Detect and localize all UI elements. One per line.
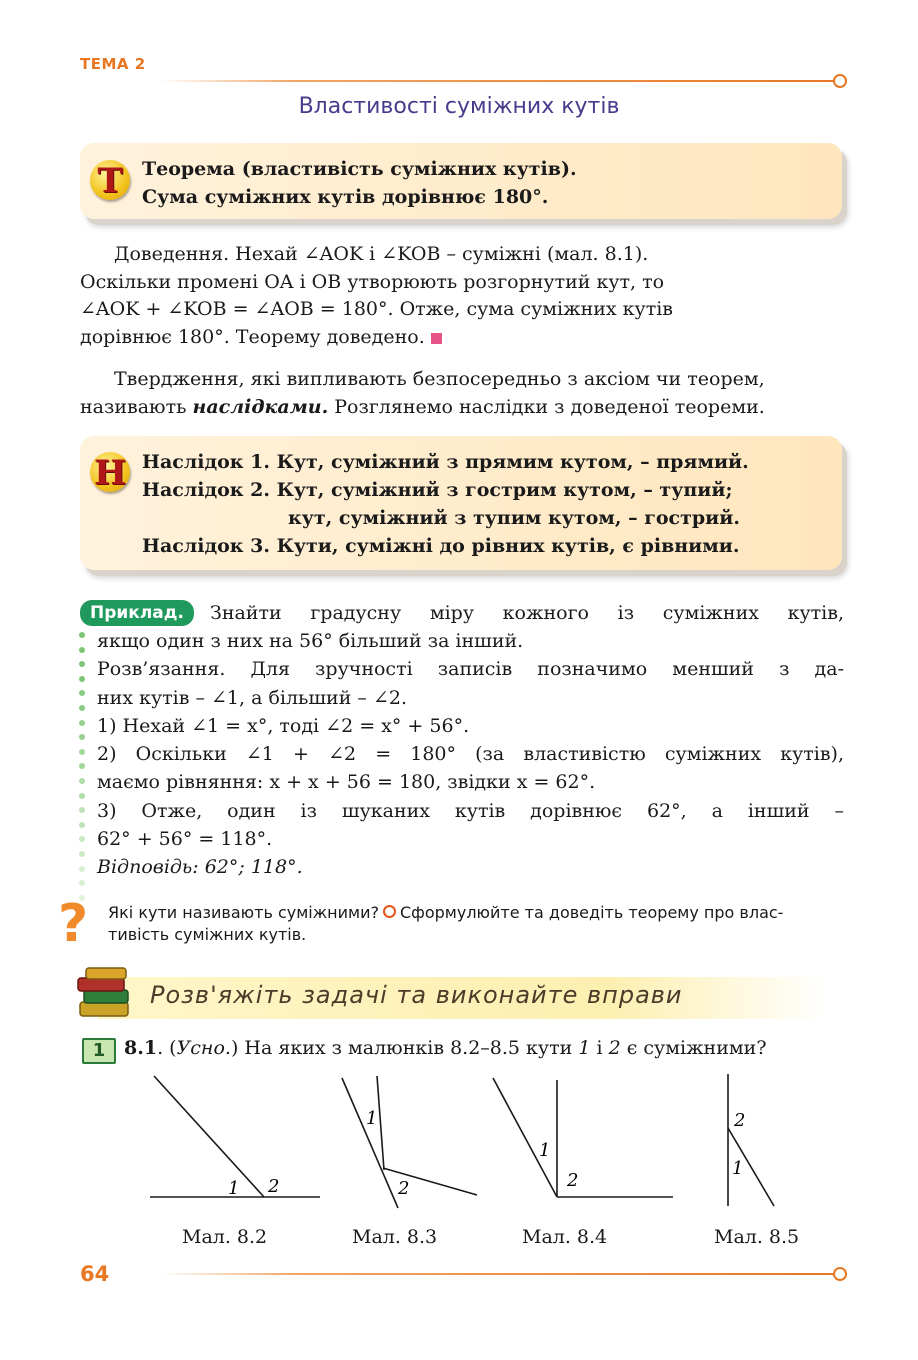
- example-line-1: Знайти градусну міру кожного із суміжних кутів,: [210, 602, 844, 624]
- review-questions: [108, 902, 848, 946]
- end-of-proof-marker: [431, 333, 442, 344]
- question-separator-ring-icon: [383, 905, 396, 918]
- question-1: Які кути називають суміжними?: [108, 903, 379, 922]
- statement-text-c: Розглянемо наслідки з доведеної теореми.: [328, 395, 765, 418]
- question-line-2: тивість суміжних кутів.: [108, 925, 307, 944]
- task-oral-label: Усно.: [176, 1037, 231, 1059]
- figure-8-3-caption: Мал. 8.3: [352, 1226, 438, 1248]
- page-title: Властивості суміжних кутів: [298, 94, 620, 119]
- fig83-angle-2: 2: [398, 1178, 410, 1199]
- books-icon: [76, 966, 136, 1022]
- statement-line-1: Твердження, які випливають безпосередньо з аксіом чи теорем,: [114, 368, 765, 390]
- difficulty-level-icon: 1: [82, 1038, 116, 1064]
- fig84-angle-2: 2: [567, 1170, 579, 1191]
- proof-line-4-text: дорівнює 180°. Теорему доведено.: [80, 325, 425, 348]
- theorem-statement: Сума суміжних кутів дорівнює 180°.: [142, 186, 549, 208]
- example-line-8: 3) Отже, один із шуканих кутів дорівнює 62°, а інший –: [97, 799, 844, 822]
- proof-line-4: [80, 324, 844, 352]
- task-angle-1: 1: [578, 1037, 591, 1059]
- task-text-d: і: [590, 1037, 609, 1059]
- proof-line-3: ∠AOK + ∠KOB = ∠AOB = 180°. Отже, сума суміжних кутів: [80, 298, 674, 320]
- fig82-angle-1: 1: [228, 1178, 240, 1199]
- fig85-angle-1: 1: [732, 1158, 744, 1179]
- footer-rule: [160, 1273, 835, 1275]
- example-line-3: Розв’язання. Для зручності записів позначимо менший з да-: [97, 658, 844, 681]
- task-text-a: . (: [157, 1037, 177, 1059]
- example-line-5: 1) Нехай ∠1 = x°, тоді ∠2 = x° + 56°.: [97, 714, 470, 737]
- header-rule-dot: [833, 74, 847, 88]
- example-line-9: 62° + 56° = 118°.: [97, 828, 273, 851]
- task-text-e: є суміжними?: [620, 1037, 767, 1059]
- page-number: 64: [80, 1262, 110, 1286]
- figure-8-5-caption: Мал. 8.5: [714, 1226, 800, 1248]
- statement-text-a: називають: [80, 395, 193, 418]
- example-answer: Відповідь: 62°; 118°.: [97, 856, 303, 879]
- consequence-3: Наслідок 3. Кути, суміжні до рівних кутів, є рівними.: [142, 535, 740, 557]
- task-text-c: ) На яких з малюнків 8.2–8.5 кути: [230, 1037, 579, 1059]
- question-mark-icon: ?: [58, 894, 89, 954]
- theorem-t-icon: Т: [90, 160, 130, 200]
- task-number: 8.1: [124, 1037, 158, 1059]
- statement-line-2: [80, 394, 844, 422]
- exercises-banner-title: Розв'яжіть задачі та виконайте вправи: [150, 981, 683, 1009]
- header-rule: [160, 80, 835, 82]
- statement-paragraph: [80, 366, 844, 421]
- consequence-1: Наслідок 1. Кут, суміжний з прямим кутом, – прямий.: [142, 451, 749, 473]
- figure-8-4: [485, 1070, 680, 1210]
- figure-8-3: [330, 1070, 490, 1210]
- consequence-n-icon: Н: [90, 452, 130, 492]
- figure-8-2-caption: Мал. 8.2: [182, 1226, 268, 1248]
- proof-paragraph: [80, 241, 844, 351]
- example-badge: Приклад.: [80, 600, 194, 626]
- footer-rule-dot: [833, 1267, 847, 1281]
- figure-8-2: [140, 1070, 330, 1210]
- figure-8-4-caption: Мал. 8.4: [522, 1226, 608, 1248]
- consequence-2: Наслідок 2. Кут, суміжний з гострим кутом, – тупий;: [142, 479, 733, 501]
- example-line-6: 2) Оскільки ∠1 + ∠2 = 180° (за властивістю суміжних кутів),: [97, 743, 844, 766]
- fig82-angle-2: 2: [268, 1176, 280, 1197]
- figure-8-5: [710, 1070, 790, 1210]
- fig83-angle-1: 1: [366, 1108, 378, 1129]
- example-line-4: них кутів – ∠1, а більший – ∠2.: [97, 686, 408, 709]
- example-line-2: якщо один з них на 56° більший за інший.: [97, 630, 524, 652]
- theorem-title: Теорема (властивість суміжних кутів).: [142, 158, 577, 180]
- example-dotted-margin: [79, 632, 85, 924]
- proof-line-1: Доведення. Нехай ∠AOK і ∠KOB – суміжні (мал. 8.1).: [114, 243, 649, 265]
- task-angle-2: 2: [608, 1037, 621, 1059]
- topic-label: ТЕМА 2: [80, 55, 146, 73]
- example-line-7: маємо рівняння: x + x + 56 = 180, звідки x = 62°.: [97, 771, 596, 794]
- example-body: [97, 627, 844, 882]
- question-line-1: [108, 902, 848, 924]
- fig84-angle-1: 1: [539, 1140, 551, 1161]
- question-2: Сформулюйте та доведіть теорему про влас-: [399, 903, 784, 922]
- fig85-angle-2: 2: [734, 1110, 746, 1131]
- term-naslidky: наслідками.: [192, 395, 329, 418]
- task-8-1: [124, 1034, 767, 1062]
- consequence-2-cont: кут, суміжний з тупим кутом, – гострий.: [288, 507, 740, 529]
- proof-line-2: Оскільки промені OA і OB утворюють розгорнутий кут, то: [80, 270, 665, 293]
